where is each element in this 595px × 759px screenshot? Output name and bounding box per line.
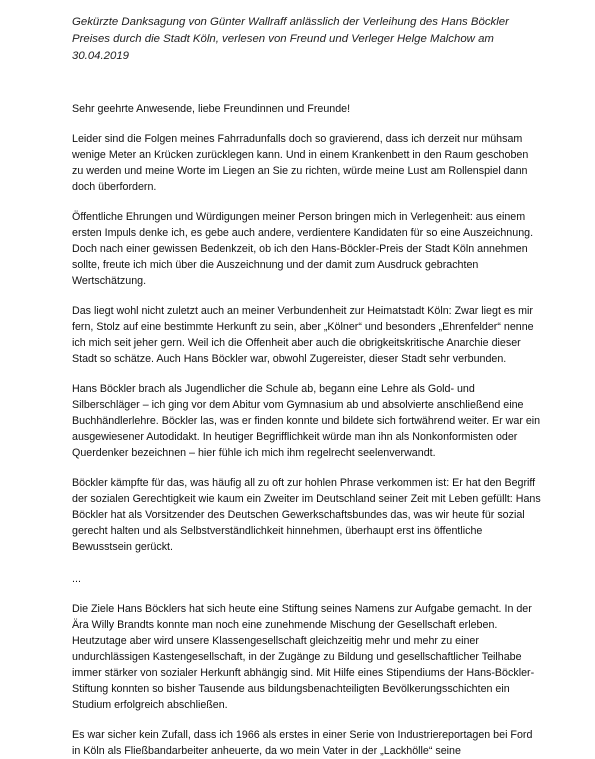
paragraph-1: Leider sind die Folgen meines Fahrradunfalls doch so gravierend, dass ich derzeit nur mühsam wenige Meter an Krücken zurücklegen kann. Und in einem Krankenbett in den Raum geschoben zu werden und meine Worte im Liegen an Sie zu richten, würde meine Lust am Rollenspiel dann doch überfordern. (72, 133, 529, 193)
salutation: Sehr geehrte Anwesende, liebe Freundinnen und Freunde! (72, 103, 351, 115)
paragraph-5: Böckler kämpfte für das, was häufig all zu oft zur hohlen Phrase verkommen ist: Er hat den Begriff der sozialen Gerechtigkeit wie kaum ein Zweiter im Deutschland seiner Zeit mit Leben gefüllt: Hans Böckler hat als Vorsitzender des Deutschen Gewerkschaftsbundes das, was wir heute für sozial gerecht halten und als Selbstverständlichkeit hinnehmen, überhaupt erst ins öffentliche Bewusstsein gerückt. (72, 477, 541, 553)
paragraph-7: Es war sicher kein Zufall, dass ich 1966 als erstes in einer Serie von Industriereportagen bei Ford in Köln als Fließbandarbeiter anheuerte, da wo mein Vater in der „Lackhölle“ seine (72, 729, 533, 757)
document-header: Gekürzte Danksagung von Günter Wallraff anlässlich der Verleihung des Hans Böckler Preises durch die Stadt Köln, verlesen von Freund und Verleger Helge Malchow am 30.04.2019 (72, 16, 509, 62)
paragraph-6: Die Ziele Hans Böcklers hat sich heute eine Stiftung seines Namens zur Aufgabe gemacht. In der Ära Willy Brandts konnte man noch eine zunehmende Mischung der Gesellschaft erleben. Heutzutage aber wird unsere Klassengesellschaft gleichzeitig mehr und mehr zu einer undurchlässigen Kastengesellschaft, in der Zugänge zu Bildung und gesellschaftlicher Teilhabe immer stärker von sozialer Herkunft abhängig sind. Mit Hilfe eines Stipendiums der Hans-Böckler-Stiftung konnten so bisher Tausende aus bildungsbenachteiligten Bevölkerungsschichten ein Studium erfolgreich abschließen. (72, 603, 535, 711)
paragraph-4: Hans Böckler brach als Jugendlicher die Schule ab, begann eine Lehre als Gold- und Silberschläger – ich ging vor dem Abitur vom Gymnasium ab und absolvierte anschließend eine Buchhändlerlehre. Böckler las, was er finden konnte und bildete sich fortwährend weiter. Er war ein ausgewiesener Autodidakt. In heutiger Begrifflichkeit würde man ihn als Nonkonformisten oder Querdenker bezeichnen – hier fühle ich mich ihm regelrecht seelenverwandt. (72, 383, 541, 459)
paragraph-3: Das liegt wohl nicht zuletzt auch an meiner Verbundenheit zur Heimatstadt Köln: Zwar liegt es mir fern, Stolz auf eine bestimmte Herkunft zu sein, aber „Kölner“ und besonders „Ehrenfelder“ nenne ich mich seit jeher gern. Weil ich die Offenheit aber auch die obrigkeitskritische Anarchie dieser Stadt so schätze. Auch Hans Böckler war, obwohl Zugereister, dieser Stadt sehr verbunden. (72, 305, 534, 365)
ellipsis: ... (72, 573, 81, 585)
paragraph-2: Öffentliche Ehrungen und Würdigungen meiner Person bringen mich in Verlegenheit: aus einem ersten Impuls denke ich, es gebe auch andere, verdientere Kandidaten für so eine Auszeichnung. Doch nach einer gewissen Bedenkzeit, ob ich den Hans-Böckler-Preis der Stadt Köln annehmen sollte, freute ich mich über die Auszeichnung und der damit zum Ausdruck gebrachten Wertschätzung. (72, 211, 534, 287)
